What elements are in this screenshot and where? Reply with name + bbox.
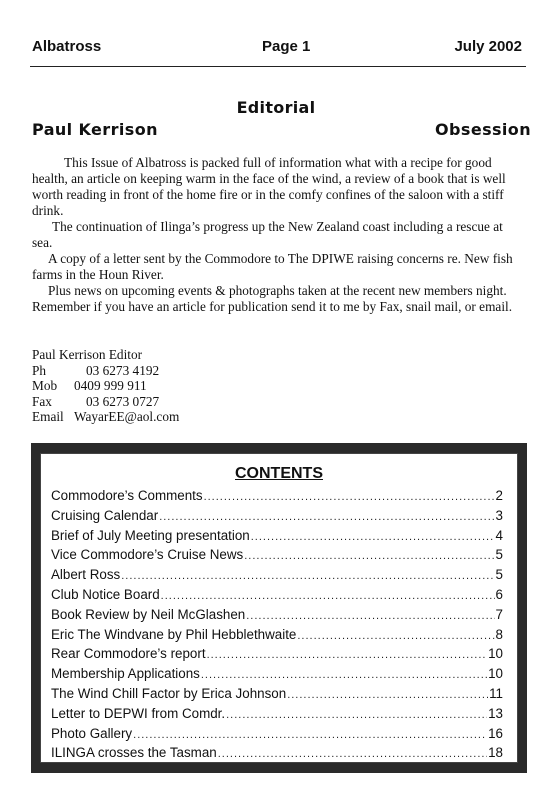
toc-leader [251, 531, 495, 543]
contact-label: Ph [32, 362, 47, 378]
editorial-paragraph: A copy of a letter sent by the Commodore to The DPIWE raising concerns re. New fish farms in the Houn River. [32, 251, 513, 282]
toc-leader [133, 729, 487, 741]
toc-page: 13 [488, 705, 503, 721]
toc-entry [51, 547, 503, 567]
toc-label: The Wind Chill Factor by Erica Johnson [51, 685, 287, 701]
toc-label: Photo Gallery [51, 725, 133, 741]
toc-page: 10 [488, 666, 503, 682]
toc-entry [51, 646, 503, 666]
editorial-heading: Editorial [236, 98, 316, 117]
page-header [30, 38, 526, 60]
toc-entry [51, 607, 503, 627]
toc-entry [51, 686, 503, 706]
toc-entry [51, 706, 503, 726]
contact-label: Mob [32, 378, 58, 393]
toc-leader [201, 669, 487, 681]
toc-entry [51, 508, 503, 528]
toc-page: 16 [488, 725, 503, 741]
editor-contact [32, 347, 179, 425]
page-number: Page 1 [262, 38, 311, 55]
toc-page: 5 [495, 567, 503, 583]
toc-label: Brief of July Meeting presentation [51, 527, 250, 543]
toc-leader [161, 590, 495, 602]
toc-label: Club Notice Board [51, 586, 160, 602]
toc-leader [246, 610, 494, 622]
toc-label: Cruising Calendar [51, 507, 159, 523]
toc-entry [51, 627, 503, 647]
toc-label: ILINGA crosses the Tasman [51, 745, 217, 761]
toc-label: Membership Applications [51, 666, 200, 682]
contact-name: Paul Kerrison Editor [32, 347, 143, 362]
toc-page: 2 [495, 488, 503, 503]
toc-page: 5 [495, 547, 503, 563]
toc-label: Eric The Windvane by Phil Hebblethwaite [51, 626, 297, 642]
publication-name: Albatross [32, 38, 102, 55]
toc-page: 11 [489, 685, 503, 701]
toc-label: Albert Ross [51, 567, 121, 583]
toc-page: 10 [488, 646, 503, 662]
toc-page: 3 [495, 507, 503, 523]
toc-label: Book Review by Neil McGlashen [51, 606, 246, 622]
contact-value: WayarEE@aol.com [74, 409, 180, 424]
toc-label: Letter to DEPWI from Comdr. [51, 705, 226, 721]
contents-list [51, 488, 503, 765]
toc-leader [218, 748, 487, 760]
toc-entry [51, 745, 503, 765]
contents-panel [40, 453, 518, 763]
toc-leader [226, 709, 487, 721]
toc-label: Rear Commodore’s report [51, 646, 206, 662]
contact-value: 03 6273 4192 [86, 362, 160, 378]
toc-leader [159, 511, 494, 523]
toc-entry [51, 726, 503, 746]
toc-entry [51, 666, 503, 686]
toc-page: 18 [488, 745, 503, 761]
editorial-paragraph: Plus news on upcoming events & photographs taken at the recent new members night. Remember if you have an article for publication send it to me by Fax, snail mail, or email. [32, 283, 513, 314]
toc-leader [204, 491, 495, 503]
issue-date: July 2002 [454, 38, 522, 55]
toc-entry [51, 528, 503, 548]
toc-label: Commodore’s Comments [51, 488, 203, 503]
contact-value: 03 6273 0727 [86, 393, 160, 409]
toc-leader [287, 689, 488, 701]
editorial-author: Paul Kerrison [32, 120, 158, 139]
toc-leader [244, 550, 494, 562]
toc-entry [51, 488, 503, 508]
contact-label: Email [32, 409, 64, 424]
toc-page: 6 [495, 586, 503, 602]
header-rule [30, 66, 526, 67]
toc-leader [297, 630, 494, 642]
editorial-paragraph: The continuation of Ilinga’s progress up the New Zealand coast including a rescue at sea. [32, 219, 503, 250]
contact-label: Fax [32, 393, 52, 409]
contact-row [32, 409, 179, 425]
toc-page: 4 [495, 527, 503, 543]
contact-row [32, 394, 179, 410]
toc-leader [207, 649, 488, 661]
contents-box [31, 443, 527, 773]
contact-row [32, 378, 179, 394]
contents-title: CONTENTS [235, 465, 323, 482]
toc-entry [51, 567, 503, 587]
toc-leader [121, 570, 494, 582]
toc-entry [51, 587, 503, 607]
editorial-paragraph: This Issue of Albatross is packed full of information what with a recipe for good health, an article on keeping warm in the face of the wind, a review of a book that is well worth reading in front of the home fire or in the comfy confines of the saloon with a stiff drink. [32, 155, 506, 218]
toc-page: 8 [495, 626, 503, 642]
contact-value: 0409 999 911 [74, 378, 147, 393]
editorial-tagline: Obsession [435, 120, 531, 139]
contact-row [32, 363, 179, 379]
toc-page: 7 [495, 606, 503, 622]
toc-label: Vice Commodore’s Cruise News [51, 547, 244, 563]
editorial-body [32, 155, 524, 315]
